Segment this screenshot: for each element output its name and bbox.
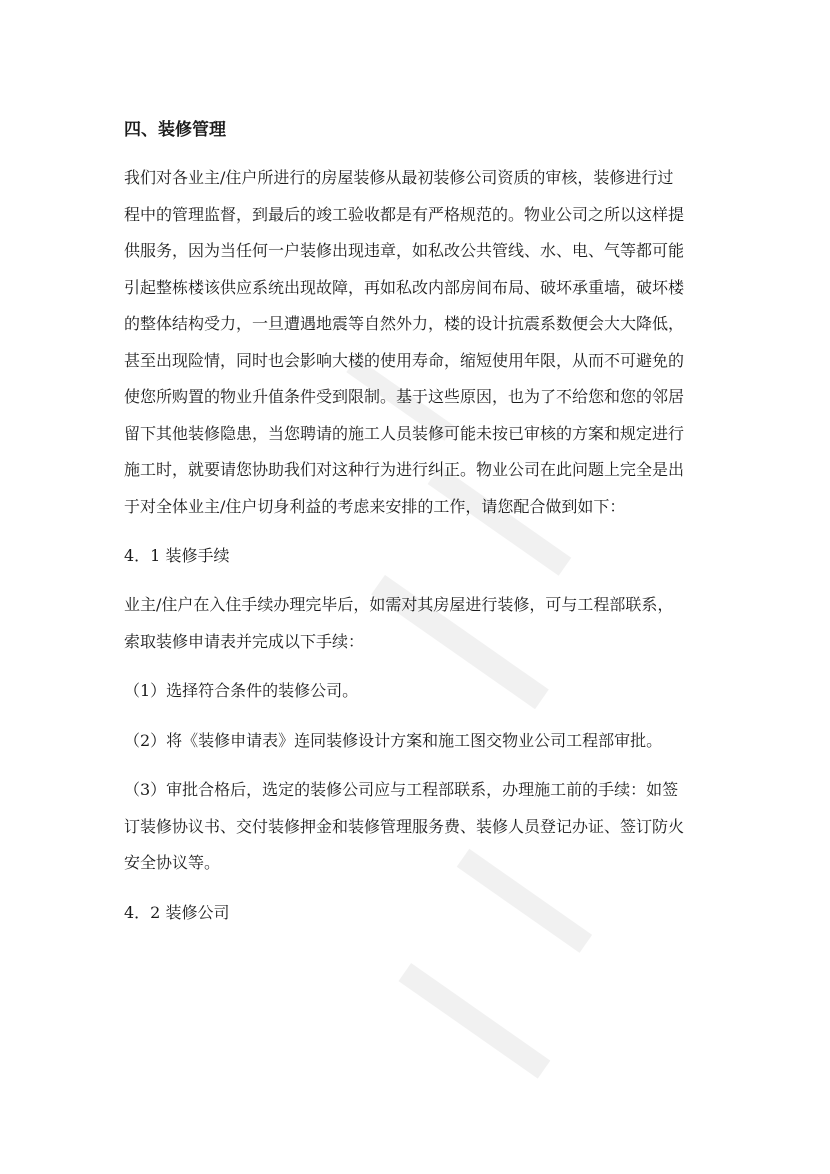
procedures-line: 索取装修申请表并完成以下手续： — [124, 631, 365, 651]
step-3 — [124, 772, 724, 882]
document-body — [124, 112, 724, 944]
subsection-title-company: 4．2 装修公司 — [124, 902, 230, 922]
intro-line: 留下其他装修隐患，当您聘请的施工人员装修可能未按已审核的方案和规定进行 — [124, 423, 685, 443]
subsection-title-procedures: 4．1 装修手续 — [124, 546, 230, 565]
intro-line: 我们对各业主/住户所进行的房屋装修从最初装修公司资质的审核，装修进行过 — [124, 168, 674, 187]
procedures-paragraph — [124, 587, 724, 660]
intro-line: 甚至出现险情，同时也会影响大楼的使用寿命，缩短使用年限，从而不可避免的 — [124, 350, 685, 370]
intro-line: 使您所购置的物业升值条件受到限制。基于这些原因，也为了不给您和您的邻居 — [124, 387, 685, 406]
step-3-line: 安全协议等。 — [124, 853, 221, 872]
procedures-line: 业主/住户在入住手续办理完毕后，如需对其房屋进行装修，可与工程部联系， — [124, 595, 674, 614]
intro-paragraph — [124, 160, 724, 525]
intro-line: 供服务，因为当任何一户装修出现违章，如私改公共管线、水、电、气等都可能 — [124, 241, 685, 260]
intro-line: 的整体结构受力，一旦遭遇地震等自然外力，楼的设计抗震系数便会大大降低， — [124, 314, 685, 333]
intro-line: 程中的管理监督，到最后的竣工验收都是有严格规范的。物业公司之所以这样提 — [124, 204, 685, 224]
intro-line: 引起整栋楼该供应系统出现故障，再如私改内部房间布局、破坏承重墙，破坏楼 — [124, 277, 685, 297]
section-title: 四、装修管理 — [124, 120, 226, 140]
step-3-line: （3）审批合格后，选定的装修公司应与工程部联系，办理施工前的手续：如签 — [124, 780, 679, 799]
intro-line: 于对全体业主/住户切身利益的考虑来安排的工作，请您配合做到如下： — [124, 496, 626, 516]
intro-line: 施工时，就要请您协助我们对这种行为进行纠正。物业公司在此问题上完全是出 — [124, 460, 685, 479]
step-2: （2）将《装修申请表》连同装修设计方案和施工图交物业公司工程部审批。 — [124, 730, 663, 750]
step-1: （1）选择符合条件的装修公司。 — [124, 681, 359, 700]
step-3-line: 订装修协议书、交付装修押金和装修管理服务费、装修人员登记办证、签订防火 — [124, 816, 685, 836]
